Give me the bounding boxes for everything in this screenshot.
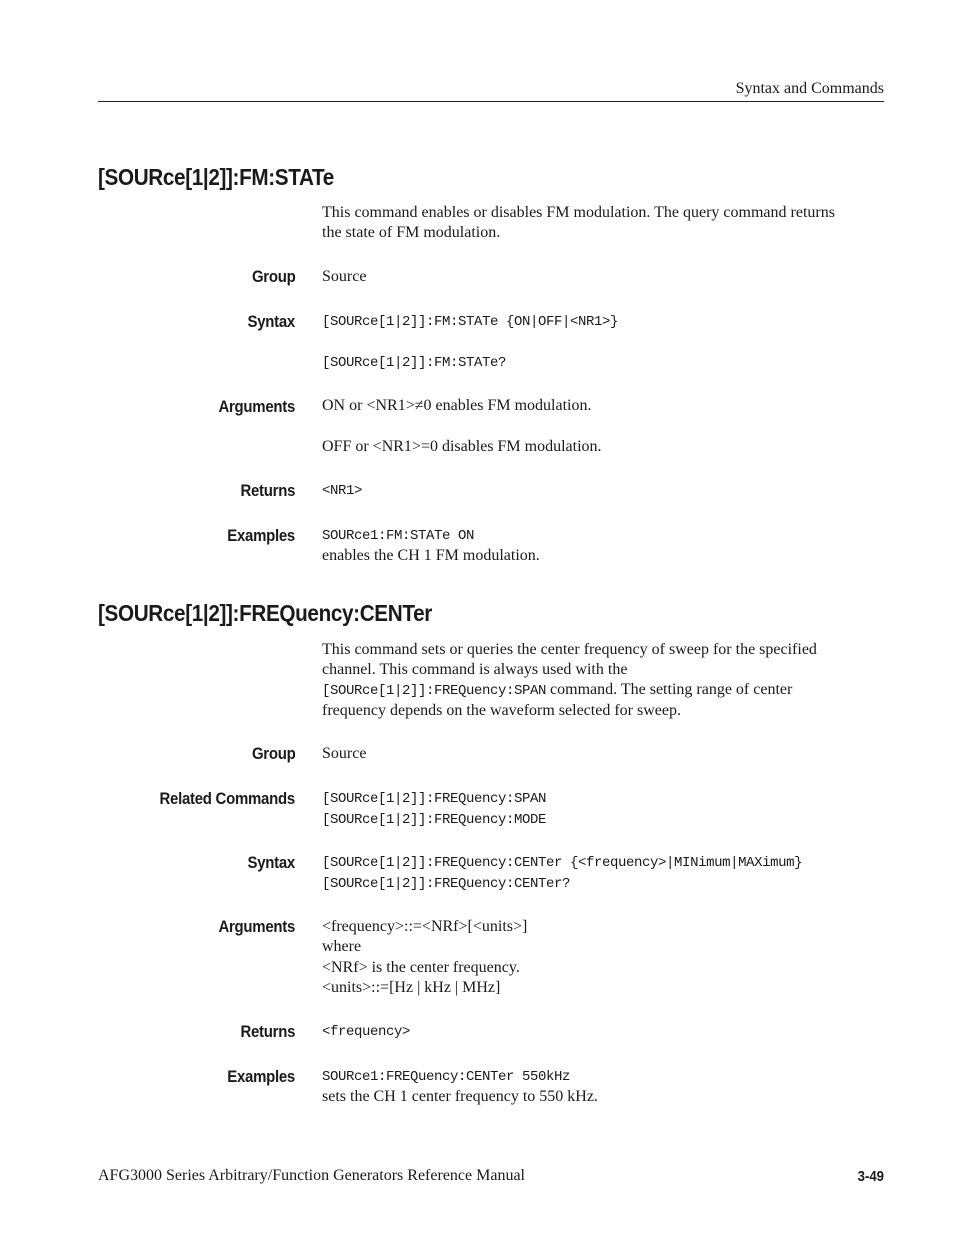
cmd1-argument-on: ON or <NR1>≠0 enables FM modulation. bbox=[322, 397, 592, 414]
cmd2-title: [SOURce[1|2]]:FREQuency:CENTer bbox=[98, 600, 432, 626]
cmd1-syntax-label: Syntax bbox=[247, 312, 295, 331]
cmd2-desc-inline-code: [SOURce[1|2]]:FREQuency:SPAN bbox=[322, 683, 547, 699]
cmd2-desc-line3-text: command. The setting range of center bbox=[546, 681, 793, 698]
cmd1-group-value: Source bbox=[322, 268, 367, 285]
cmd2-argument-line3: <NRf> is the center frequency. bbox=[322, 959, 520, 976]
cmd2-syntax-set: [SOURce[1|2]]:FREQuency:CENTer {<frequency>|MINimum|MAXimum} bbox=[322, 855, 803, 871]
cmd2-group-value: Source bbox=[322, 745, 367, 762]
cmd2-related-label: Related Commands bbox=[159, 789, 295, 808]
cmd1-returns-label: Returns bbox=[240, 481, 295, 500]
cmd1-title: [SOURce[1|2]]:FM:STATe bbox=[98, 164, 334, 190]
cmd2-returns-value: <frequency> bbox=[322, 1024, 411, 1040]
cmd2-syntax-label: Syntax bbox=[247, 853, 295, 872]
running-header: Syntax and Commands bbox=[735, 80, 884, 97]
cmd1-example-desc: enables the CH 1 FM modulation. bbox=[322, 547, 540, 564]
cmd2-example-code: SOURce1:FREQuency:CENTer 550kHz bbox=[322, 1069, 571, 1085]
cmd2-argument-line2: where bbox=[322, 938, 362, 955]
page-number: 3-49 bbox=[857, 1168, 884, 1185]
cmd1-example-code: SOURce1:FM:STATe ON bbox=[322, 528, 475, 544]
cmd2-argument-line4: <units>::=[Hz | kHz | MHz] bbox=[322, 979, 501, 996]
cmd2-syntax-query: [SOURce[1|2]]:FREQuency:CENTer? bbox=[322, 876, 571, 892]
cmd2-desc-line4: frequency depends on the waveform selected for sweep. bbox=[322, 702, 681, 719]
cmd2-related-span: [SOURce[1|2]]:FREQuency:SPAN bbox=[322, 791, 547, 807]
cmd2-desc-line2: channel. This command is always used with the bbox=[322, 661, 628, 678]
cmd2-arguments-label: Arguments bbox=[218, 917, 295, 936]
cmd1-desc-line2: the state of FM modulation. bbox=[322, 224, 501, 241]
cmd2-example-desc: sets the CH 1 center frequency to 550 kHz. bbox=[322, 1088, 598, 1105]
cmd1-argument-off: OFF or <NR1>=0 disables FM modulation. bbox=[322, 438, 602, 455]
cmd2-desc-line1: This command sets or queries the center frequency of sweep for the specified bbox=[322, 641, 817, 658]
cmd2-related-mode: [SOURce[1|2]]:FREQuency:MODE bbox=[322, 812, 547, 828]
cmd2-argument-line1: <frequency>::=<NRf>[<units>] bbox=[322, 918, 528, 935]
cmd1-group-label: Group bbox=[251, 267, 295, 286]
cmd1-examples-label: Examples bbox=[227, 526, 295, 545]
cmd1-returns-value: <NR1> bbox=[322, 483, 363, 499]
footer-manual-title: AFG3000 Series Arbitrary/Function Generators Reference Manual bbox=[98, 1167, 525, 1184]
cmd1-arguments-label: Arguments bbox=[218, 397, 295, 416]
cmd2-group-label: Group bbox=[251, 744, 295, 763]
cmd1-syntax-set: [SOURce[1|2]]:FM:STATe {ON|OFF|<NR1>} bbox=[322, 314, 619, 330]
cmd2-examples-label: Examples bbox=[227, 1067, 295, 1086]
header-rule bbox=[98, 101, 884, 102]
cmd1-syntax-query: [SOURce[1|2]]:FM:STATe? bbox=[322, 355, 507, 371]
cmd2-desc-line3 bbox=[322, 680, 792, 701]
cmd2-returns-label: Returns bbox=[240, 1022, 295, 1041]
cmd1-desc-line1: This command enables or disables FM modulation. The query command returns bbox=[322, 204, 835, 221]
